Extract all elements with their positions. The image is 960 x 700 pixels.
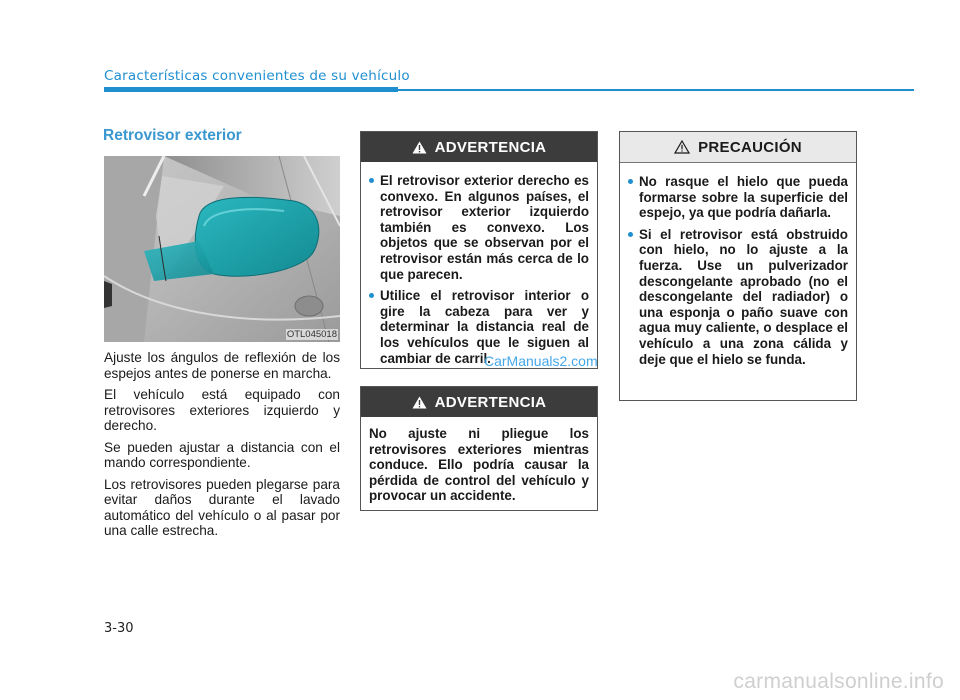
header-rule-thick: [104, 87, 398, 92]
mirror-illustration: [104, 156, 340, 342]
warning-triangle-icon: [412, 141, 427, 154]
list-item: Utilice el retrovisor interior o gire la cabeza para ver y determinar la distancia real de los vehículos que le siguen al cambiar de carril.: [369, 288, 589, 366]
watermark: CarManuals2.com: [484, 353, 598, 369]
caution-title: PRECAUCIÓN: [698, 138, 802, 156]
warning-title: ADVERTENCIA: [434, 138, 547, 156]
bullet-icon: [369, 178, 374, 183]
caution-body: [620, 163, 856, 381]
list-item: El retrovisor exterior derecho es convexo. En algunos países, el retrovisor exterior izquierdo también es convexo. Los objetos que se observan por el retrovisor están más cerca de lo que parecen.: [369, 173, 589, 282]
body-paragraph: Ajuste los ángulos de reflexión de los espejos antes de ponerse en marcha.: [104, 350, 340, 381]
warning-header: [361, 132, 597, 162]
side-mirror-image: [104, 156, 340, 342]
caution-header: [620, 132, 856, 163]
section-title: Retrovisor exterior: [103, 127, 242, 144]
caution-triangle-icon: [674, 140, 690, 154]
figure-code: OTL045018: [286, 329, 337, 340]
body-paragraph: Los retrovisores pueden plegarse para evitar daños durante el lavado automático del vehículo o al pasar por una calle estrecha.: [104, 476, 340, 538]
warning-title: ADVERTENCIA: [434, 393, 547, 411]
warning-header: [361, 387, 597, 417]
header-section-title: Características convenientes de su vehículo: [104, 68, 410, 84]
bullet-icon: [628, 179, 633, 184]
page-number: 3-30: [104, 621, 134, 636]
header-rule-thin: [398, 89, 914, 91]
body-paragraph: El vehículo está equipado con retrovisores exteriores izquierdo y derecho.: [104, 387, 340, 433]
caution-box: [619, 131, 857, 401]
footer-watermark: carmanualsonline.info: [733, 670, 944, 693]
warning-box-2: [360, 386, 598, 511]
warning-body: No ajuste ni pliegue los retrovisores exteriores mientras conduce. Ello podría causar la pérdida de control del vehículo y provocar un accidente.: [369, 426, 589, 504]
body-text: [104, 350, 340, 545]
list-item: Si el retrovisor está obstruido con hielo, no lo ajuste a la fuerza. Use un pulverizador descongelante aprobado (no el descongelante del radiador) o una esponja o paño suave con agua muy caliente, o desplace el vehículo a una zona cálida y deje que el hielo se funda.: [628, 227, 848, 367]
warning-triangle-icon: [412, 396, 427, 409]
body-paragraph: Se pueden ajustar a distancia con el mando correspondiente.: [104, 439, 340, 470]
bullet-icon: [369, 293, 374, 298]
warning-box-1: [360, 131, 598, 369]
list-item: No rasque el hielo que pueda formarse sobre la superficie del espejo, ya que podría dañarla.: [628, 174, 848, 221]
bullet-icon: [628, 232, 633, 237]
warning-body: [361, 162, 597, 380]
